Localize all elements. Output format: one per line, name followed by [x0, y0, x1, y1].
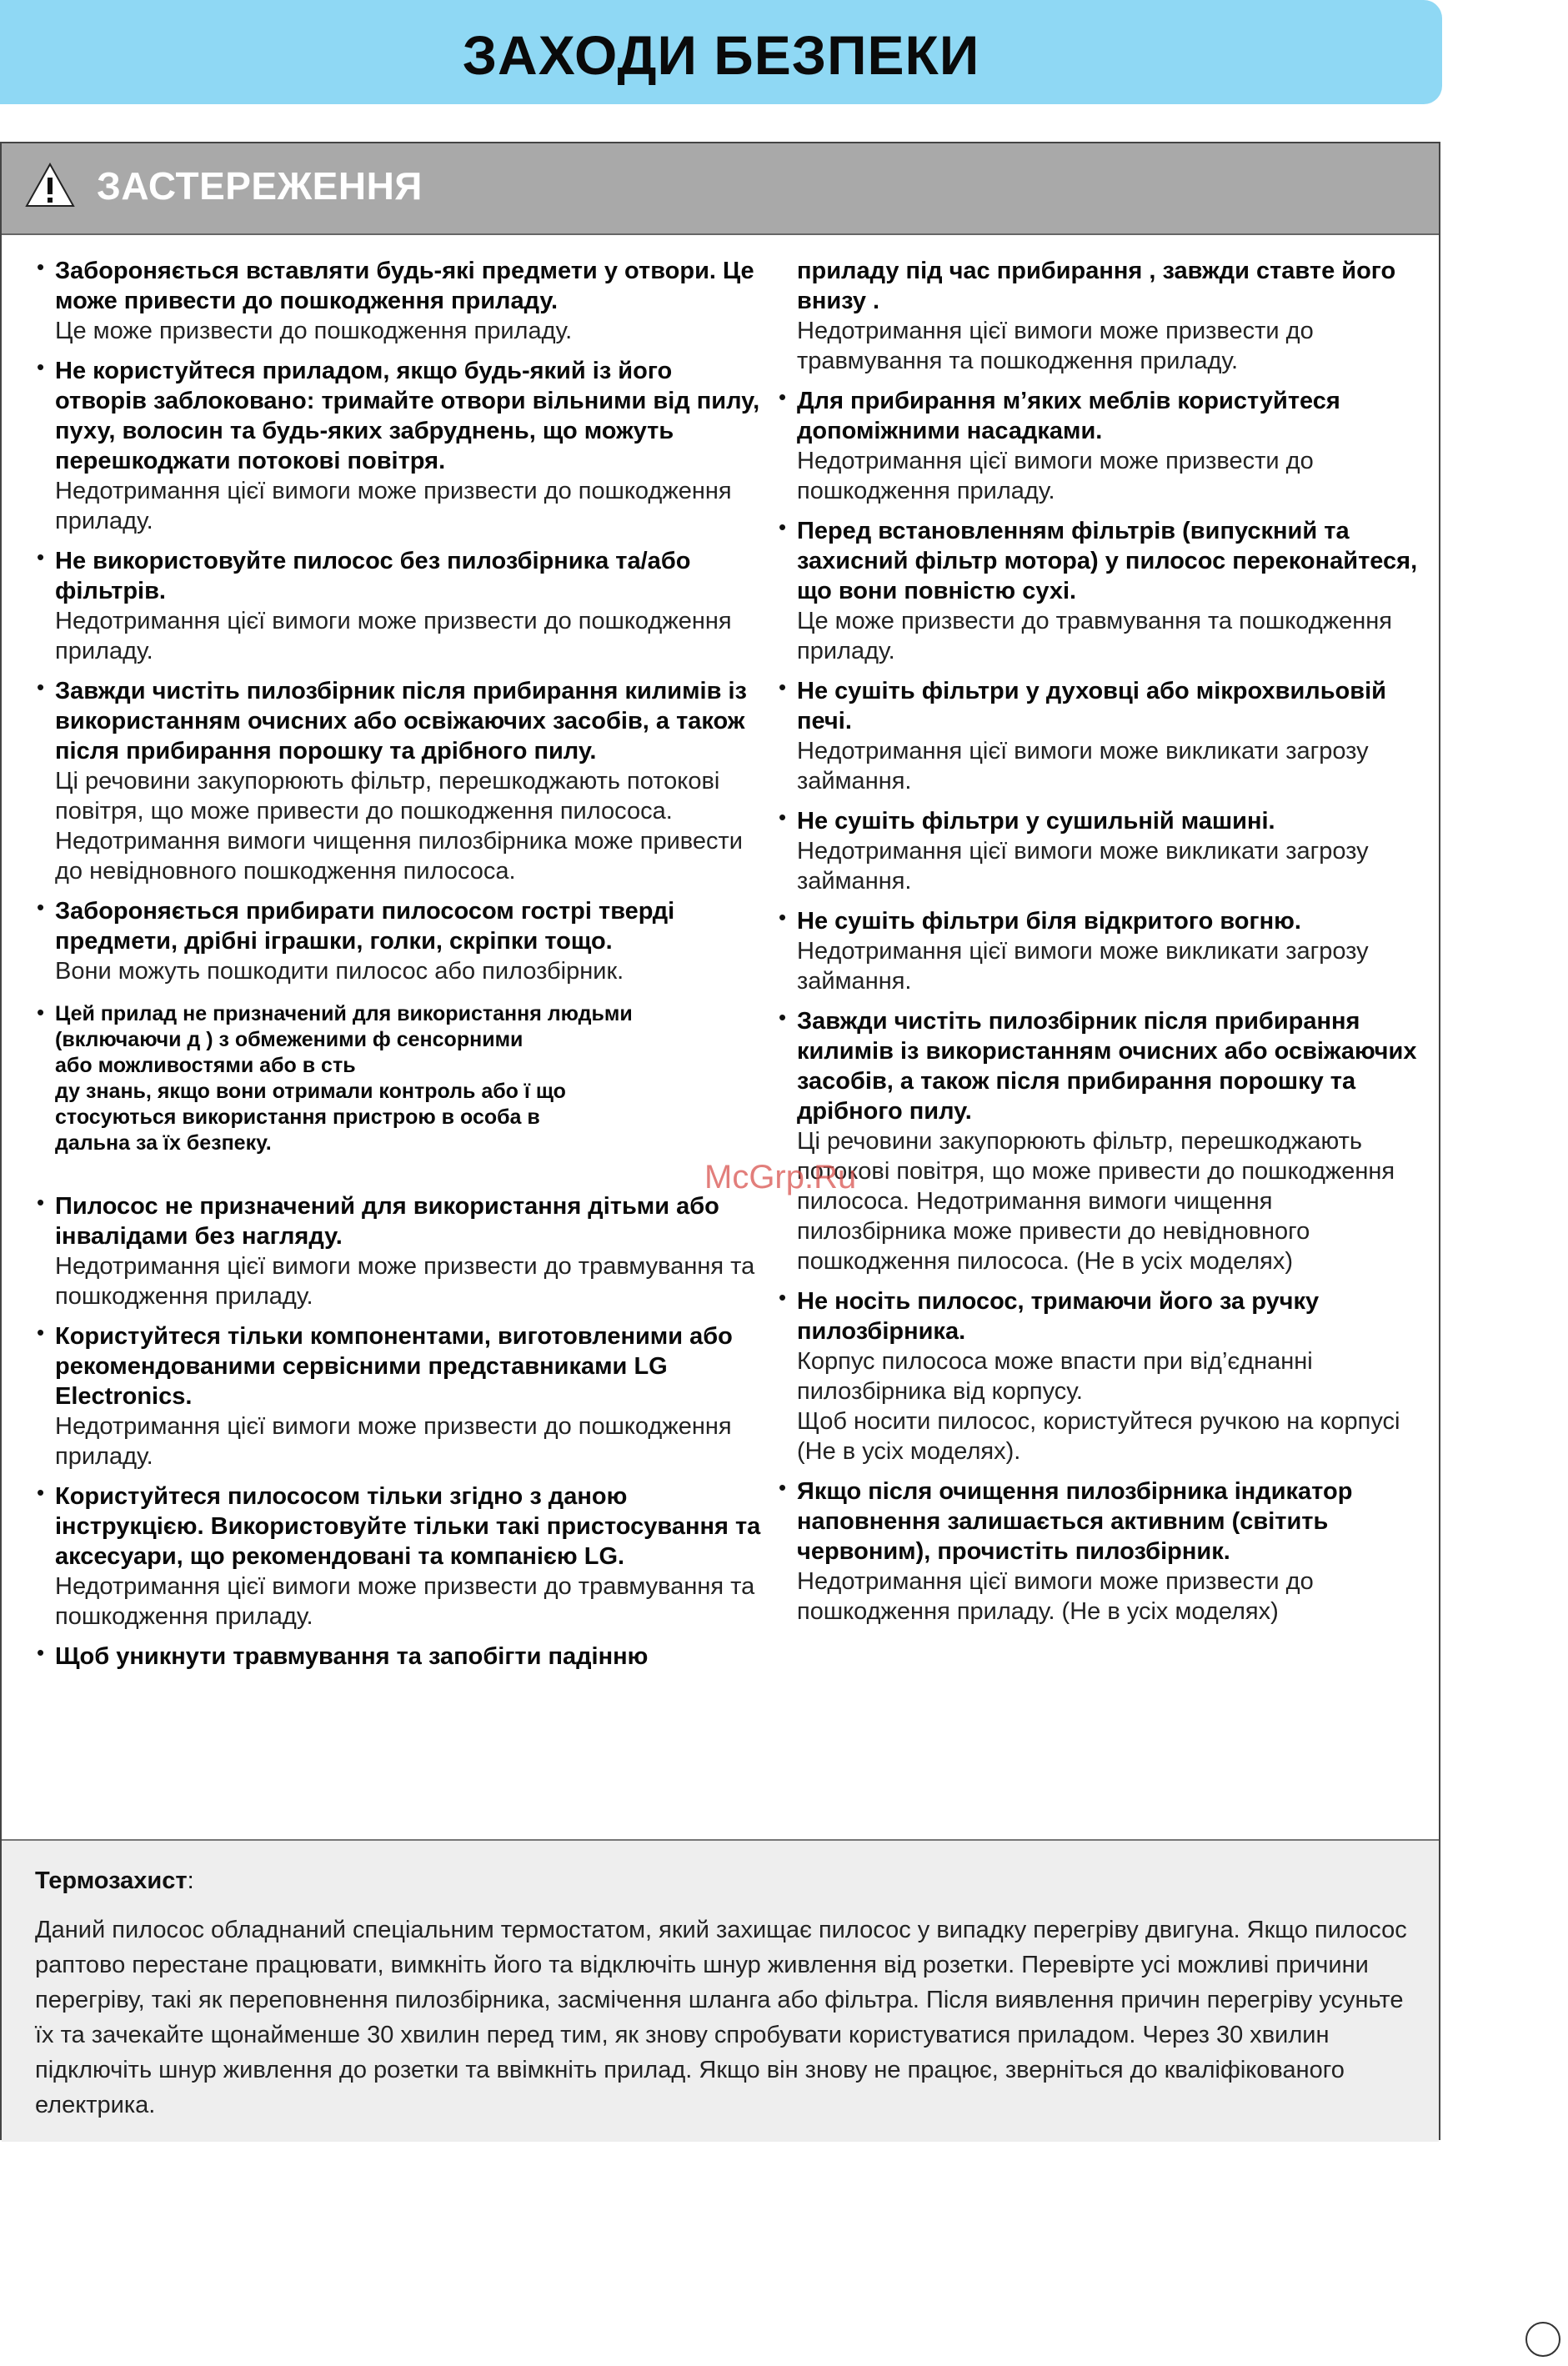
left-column — [35, 256, 769, 1682]
item-text: Недотримання цієї вимоги може викликати загрозу займання. — [797, 738, 1369, 795]
note-line: ду знань, якщо вони отримали контроль або ї що — [55, 1080, 566, 1103]
thermo-body: Даний пилосос обладнаний спеціальним термостатом, який захищає пилосос у випадку перегріву двигуна. Якщо пилосос раптово перестане працювати, вимкніть його та відключіть шнур живлення від розетки. Перевірте усі можливі причини перегріву, такі як переповнення пилозбірника, засмічення шланга або фільтра. Після виявлення причин перегріву усуньте їх та зачекайте щонайменше 30 хвилин перед тим, як знову спробувати користуватися приладом. Через 30 хвилин підключіть шнур живлення до розетки та ввімкніть прилад. Якщо він знову не працює, зверніться до кваліфікованого електрика. — [35, 1917, 1407, 2118]
page-number-circle — [1525, 2322, 1560, 2357]
list-item — [777, 256, 1419, 376]
item-text: Це може призвести до травмування та пошкодження приладу. — [797, 608, 1392, 664]
item-text: Вони можуть пошкодити пилосос або пилозбірник. — [55, 958, 624, 985]
list-item — [777, 1476, 1419, 1627]
item-bold-text: • Не носіть пилосос, тримаючи його за ручку пилозбірника. — [797, 1288, 1320, 1345]
item-text: Недотримання цієї вимоги може призвести до травмування та пошкодження приладу. — [55, 1253, 755, 1310]
item-text: Корпус пилососа може впасти при від’єднанні пилозбірника від корпусу. — [797, 1348, 1313, 1405]
item-bold-text: • Користуйтеся тільки компонентами, виготовленими або рекомендованими сервісними представниками LG Electronics. — [55, 1323, 733, 1410]
warnings-frame — [0, 142, 1440, 2140]
item-bold-text: • Щоб уникнути травмування та запобігти падінню — [55, 1643, 649, 1670]
item-bold-text: • Завжди чистіть пилозбірник після прибирання килимів із використанням очисних або освіжаючих засобів, а також після прибирання порошку та дрібного пилу. — [797, 1008, 1417, 1125]
item-bold-text: • Не сушіть фільтри у духовці або мікрохвильовій печі. — [797, 678, 1386, 734]
warning-triangle-icon — [25, 163, 75, 208]
item-text: Це може призвести до пошкодження приладу. — [55, 318, 573, 344]
item-bold-text: • Користуйтеся пилососом тільки згідно з даною інструкцією. Використовуйте тільки такі пристосування та аксесуари, що рекомендовані та компанією LG. — [55, 1483, 761, 1570]
item-text: Недотримання цієї вимоги може призвести до травмування та пошкодження приладу. — [797, 318, 1314, 374]
item-bold-text: • Забороняється вставляти будь-які предмети у отвори. Це може привести до пошкодження приладу. — [55, 258, 754, 314]
thermo-title-text: Термозахист — [35, 1867, 188, 1894]
note-line: стосуються використання пристрою в особа в — [55, 1105, 540, 1129]
list-item — [35, 676, 769, 886]
item-text: Недотримання цієї вимоги може призвести до пошкодження приладу. — [55, 478, 732, 534]
list-item — [35, 356, 769, 536]
item-bold-text: • Пилосос не призначений для використання дітьми або інвалідами без нагляду. — [55, 1193, 719, 1250]
note-line: дальна за їх безпеку. — [55, 1131, 272, 1155]
item-bold-text: • Для прибирання м’яких меблів користуйтеся допоміжними насадками. — [797, 388, 1340, 444]
item-text: Недотримання цієї вимоги може призвести до пошкодження приладу. — [797, 448, 1314, 504]
item-bold-text: • Не користуйтеся приладом, якщо будь-який із його отворів заблоковано: тримайте отвори вільними від пилу, пуху, волосин та будь-яких забруднень, що можуть перешкоджати потокові повітря. — [55, 358, 760, 474]
thermo-title — [35, 1867, 194, 1895]
list-item — [777, 516, 1419, 666]
item-text: Недотримання цієї вимоги може призвести до пошкодження приладу. — [55, 608, 732, 664]
item-bold-text: приладу під час прибирання , завжди ставте його внизу . — [797, 258, 1396, 314]
item-bold-text: • Не використовуйте пилосос без пилозбірника та/або фільтрів. — [55, 548, 691, 604]
item-text: Недотримання цієї вимоги може викликати загрозу займання. — [797, 838, 1369, 895]
list-item — [35, 546, 769, 666]
note-line: • Цей прилад не призначений для використання людьми — [55, 1002, 633, 1025]
item-text: Недотримання цієї вимоги може призвести до пошкодження приладу. (Не в усіх моделях) — [797, 1568, 1314, 1625]
list-item — [777, 1286, 1419, 1466]
note-line: або можливостями або в сть — [55, 1054, 356, 1077]
list-item — [35, 1642, 769, 1672]
item-bold-text: • Забороняється прибирати пилососом гострі тверді предмети, дрібні іграшки, голки, скріпки тощо. — [55, 898, 675, 955]
item-bold-text: • Перед встановленням фільтрів (випускний та захисний фільтр мотора) у пилосос переконайтеся, що вони повністю сухі. — [797, 518, 1418, 604]
disability-note — [35, 1001, 769, 1156]
list-item — [777, 1006, 1419, 1276]
list-item — [35, 896, 769, 986]
list-item — [777, 676, 1419, 796]
item-bold-text: • Не сушіть фільтри у сушильній машині. — [797, 808, 1275, 835]
title-banner — [0, 0, 1442, 104]
item-text: Щоб носити пилосос, користуйтеся ручкою на корпусі (Не в усіх моделях). — [797, 1408, 1400, 1465]
list-item — [35, 1191, 769, 1311]
thermo-title-colon: : — [187, 1867, 194, 1894]
item-text: Недотримання цієї вимоги може призвести до пошкодження приладу. — [55, 1413, 732, 1470]
item-bold-text: • Не сушіть фільтри біля відкритого вогню. — [797, 908, 1301, 935]
note-line: (включаючи д ) з обмеженими ф сенсорними — [55, 1028, 524, 1051]
list-item — [35, 1321, 769, 1471]
watermark: McGrp.Ru — [704, 1159, 857, 1196]
list-item — [777, 806, 1419, 896]
item-text: Недотримання цієї вимоги може призвести до травмування та пошкодження приладу. — [55, 1573, 755, 1630]
list-item — [777, 386, 1419, 506]
warning-heading: ЗАСТЕРЕЖЕННЯ — [97, 164, 423, 208]
item-text: Ці речовини закупорюють фільтр, перешкоджають потокові повітря, що може привести до пошкодження пилососа. Недотримання вимоги чищення пилозбірника може привести до невідновного пошкодження пилососа. (Не в усіх моделях) — [797, 1128, 1395, 1275]
list-item — [35, 256, 769, 346]
right-column — [777, 256, 1419, 1637]
warning-header — [2, 143, 1439, 235]
item-text: Недотримання цієї вимоги може викликати загрозу займання. — [797, 938, 1369, 995]
list-item — [777, 906, 1419, 996]
item-bold-text: • Завжди чистіть пилозбірник після прибирання килимів із використанням очисних або освіжаючих засобів, а також після прибирання порошку та дрібного пилу. — [55, 678, 747, 764]
item-text: Ці речовини закупорюють фільтр, перешкоджають потокові повітря, що може привести до пошкодження пилососа. Недотримання вимоги чищення пилозбірника може привести до невідновного пошкодження пилососа. — [55, 768, 743, 885]
thermal-protection-section — [2, 1839, 1439, 2142]
page-title: ЗАХОДИ БЕЗПЕКИ — [462, 24, 980, 86]
item-bold-text: • Якщо після очищення пилозбірника індикатор наповнення залишається активним (світить червоним), прочистіть пилозбірник. — [797, 1478, 1353, 1565]
list-item — [35, 1481, 769, 1632]
